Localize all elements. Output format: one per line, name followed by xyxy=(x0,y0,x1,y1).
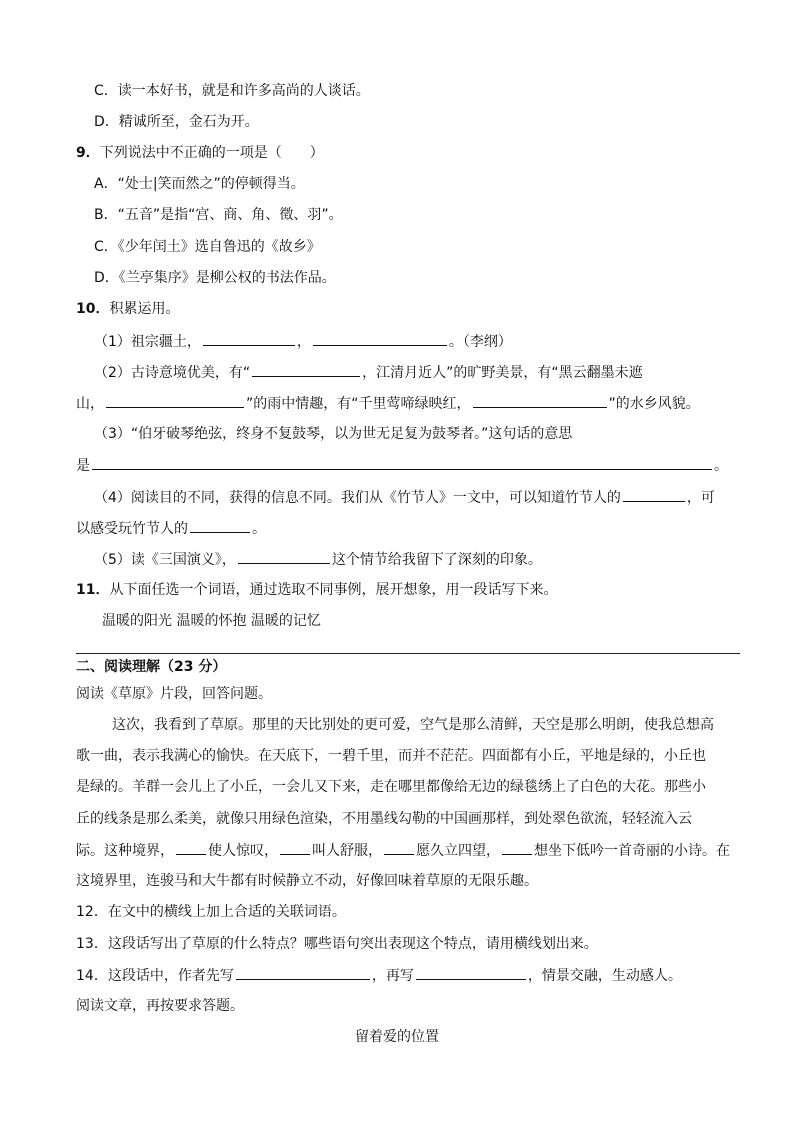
q9-number: 9． xyxy=(76,145,100,161)
q10-part4-text-a: （4）阅读目的不同，获得的信息不同。我们从《竹节人》一文中，可以知道竹节人的 xyxy=(94,490,621,506)
q10-part2-text-a: （2）古诗意境优美，有“ xyxy=(94,365,251,381)
q9-option-c: C．《少年闰土》选自鲁迅的《故乡》 xyxy=(94,239,321,255)
q10-part2-text-e: ”的水乡风貌。 xyxy=(608,396,700,412)
q10-part1 xyxy=(94,331,512,352)
next-reading-intro: 阅读文章，再按要求答题。 xyxy=(76,998,244,1014)
q10-part4-line2 xyxy=(76,518,266,539)
q10-part3-text-c: 。 xyxy=(714,458,728,474)
connective-blank-2[interactable] xyxy=(280,840,310,855)
q11-stem: 从下面任选一个词语，通过选取不同事例，展开想象，用一段话写下来。 xyxy=(109,582,558,598)
q14-text-b: ，再写 xyxy=(371,968,414,984)
q13-question: 13．这段话写出了草原的什么特点？哪些语句突出表现这个特点，请用横线划出来。 xyxy=(76,936,598,952)
section2-heading: 二、阅读理解（23 分） xyxy=(76,659,227,675)
q10-part3-line1: （3）“伯牙破琴绝弦，终身不复鼓琴，以为世无足复为鼓琴者。”这句话的意思 xyxy=(94,426,573,442)
passage-line-2: 歌一曲，表示我满心的愉快。在天底下，一碧千里，而并不茫茫。四面都有小丘，平地是绿的，小丘也 xyxy=(76,748,706,764)
q10-part4-text-b: ，可 xyxy=(686,490,715,506)
connective-blank-4[interactable] xyxy=(502,840,532,855)
q14-text-a: 14．这段话中，作者先写 xyxy=(76,968,234,984)
q8-option-d: D．精诚所至，金石为开。 xyxy=(94,114,259,130)
q14-blank-2[interactable] xyxy=(416,965,526,980)
connective-blank-1[interactable] xyxy=(176,840,206,855)
q10-stem: 积累运用。 xyxy=(109,301,180,317)
q10-part5-blank[interactable] xyxy=(238,549,330,564)
q10-number: 10． xyxy=(76,301,110,317)
section-divider xyxy=(76,653,740,654)
passage-line-1: 这次，我看到了草原。那里的天比别处的更可爱，空气是那么清鲜，天空是那么明朗，使我总想高 xyxy=(112,717,714,733)
passage-text-5a: 际。这种境界， xyxy=(76,843,174,859)
q10-part5 xyxy=(94,549,542,570)
q10-part5-text-a: （5）读《三国演义》， xyxy=(94,552,236,568)
q10-part1-blank-1[interactable] xyxy=(203,331,295,346)
q10-part3-blank[interactable] xyxy=(92,455,712,470)
q10-part2-line2 xyxy=(76,393,700,414)
q10-part1-text-b: ， xyxy=(296,334,311,350)
q9-option-b: B．“五音”是指“宫、商、角、徵、羽”。 xyxy=(94,207,343,223)
q10-part2-blank-2[interactable] xyxy=(106,393,244,408)
q9-question xyxy=(76,143,324,163)
passage-line-5 xyxy=(76,840,730,861)
q8-option-c: C．读一本好书，就是和许多高尚的人谈话。 xyxy=(94,83,370,99)
passage-line-4: 丘的线条是那么柔美，就像只用绿色渲染，不用墨线勾勒的中国画那样，到处翠色欲流，轻轻流入云 xyxy=(76,811,692,827)
q10-part4-text-c: 以感受玩竹节人的 xyxy=(76,521,188,537)
q10-part5-text-b: 这个情节给我留下了深刻的印象。 xyxy=(331,552,542,568)
q10-part1-blank-2[interactable] xyxy=(313,331,447,346)
q11-question xyxy=(76,580,557,600)
q10-part1-text-a: （1）祖宗疆土， xyxy=(94,334,201,350)
q10-part4-blank-2[interactable] xyxy=(190,518,250,533)
q10-part2-line1 xyxy=(94,362,643,383)
q10-part3-line2 xyxy=(76,455,728,476)
q10-part2-text-b: ，江清月近人”的旷野美景，有“黑云翻墨未遮 xyxy=(362,365,643,381)
q11-number: 11． xyxy=(76,582,110,598)
connective-blank-3[interactable] xyxy=(384,840,414,855)
passage-text-5c: 叫人舒服， xyxy=(312,843,382,859)
q9-option-a: A．“处士|笑而然之”的停顿得当。 xyxy=(94,176,305,192)
passage-text-5e: 想坐下低吟一首奇丽的小诗。在 xyxy=(534,843,730,859)
section2-intro: 阅读《草原》片段，回答问题。 xyxy=(76,686,272,702)
q14-question xyxy=(76,965,682,986)
q10-part4-line1 xyxy=(94,487,715,508)
q10-part3-text-b: 是 xyxy=(76,458,90,474)
article-title: 留着爱的位置 xyxy=(355,1029,439,1045)
passage-text-5d: 愿久立四望， xyxy=(416,843,500,859)
q14-blank-1[interactable] xyxy=(236,965,370,980)
q10-part4-text-d: 。 xyxy=(252,521,266,537)
q11-word-choices: 温暖的阳光 温暖的怀抱 温暖的记忆 xyxy=(102,613,321,629)
q10-part2-blank-1[interactable] xyxy=(252,362,360,377)
q14-text-c: ，情景交融，生动感人。 xyxy=(527,968,682,984)
passage-line-3: 是绿的。羊群一会儿上了小丘，一会儿又下来，走在哪里都像给无边的绿毯绣上了白色的大花。那些小 xyxy=(76,779,706,795)
q10-question xyxy=(76,299,179,319)
q9-stem: 下列说法中不正确的一项是（ ） xyxy=(99,145,324,161)
q12-question: 12．在文中的横线上加上合适的关联词语。 xyxy=(76,904,346,920)
q10-part2-text-d: ”的雨中情趣，有“千里莺啼绿映红， xyxy=(246,396,471,412)
q10-part4-blank-1[interactable] xyxy=(623,487,685,502)
q10-part2-blank-3[interactable] xyxy=(473,393,607,408)
passage-line-6: 这境界里，连骏马和大牛都有时候静立不动，好像回味着草原的无限乐趣。 xyxy=(76,873,538,889)
passage-text-5b: 使人惊叹， xyxy=(208,843,278,859)
q10-part2-text-c: 山， xyxy=(76,396,104,412)
q9-option-d: D．《兰亭集序》是柳公权的书法作品。 xyxy=(94,270,336,286)
q10-part1-text-c: 。（李纲） xyxy=(448,334,512,350)
